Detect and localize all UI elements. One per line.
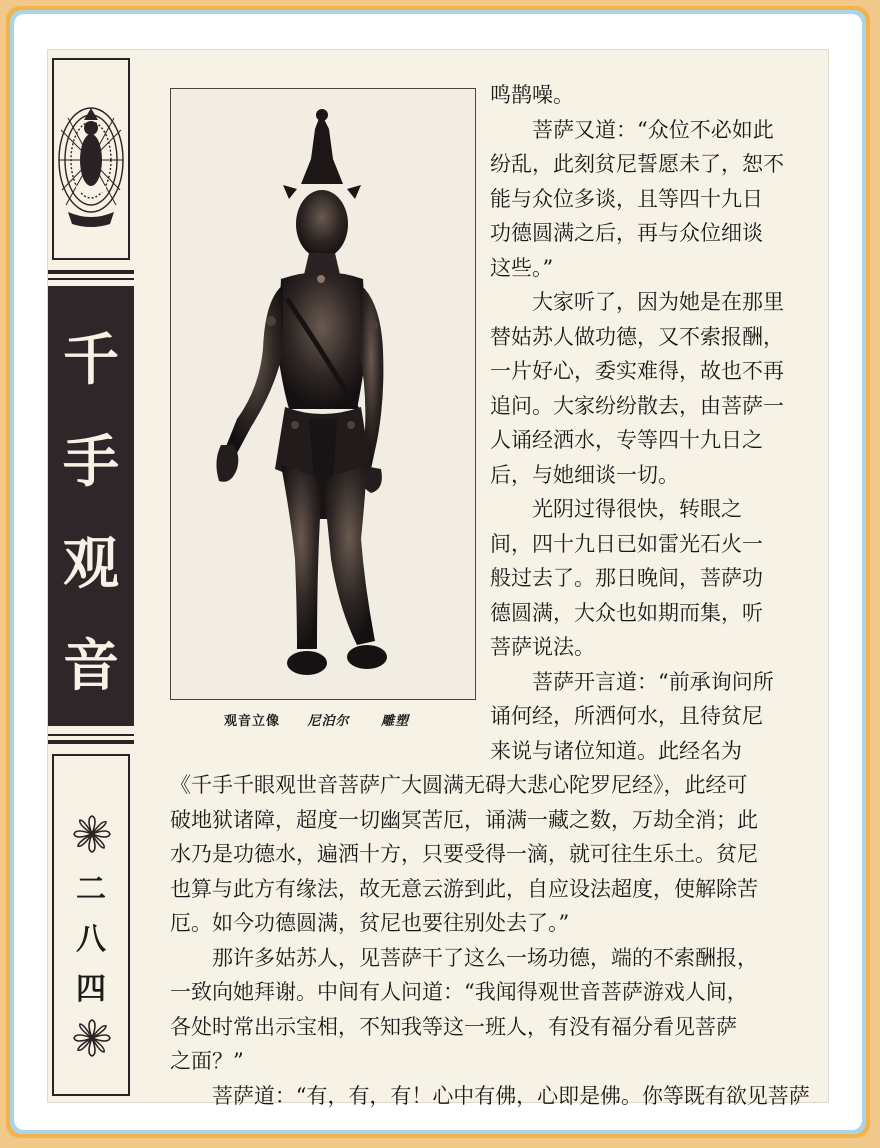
body-line: 菩萨道：“有，有，有！心中有佛，心即是佛。你等既有欲见菩萨 [170,1083,810,1108]
body-line: 光阴过得很快，转眼之 [490,497,742,521]
statue-photo [170,88,476,700]
body-line: 菩萨又道：“众位不必如此 [490,117,774,142]
body-line: 后，与她细谈一切。 [490,462,679,487]
book-page [48,50,828,1108]
body-line: 一致向她拜谢。中间有人问道：“我闻得观世音菩萨游戏人间， [170,980,748,1004]
body-line: 菩萨说法。 [490,635,595,659]
book-title-vertical [48,286,134,726]
body-line: 德圆满，大众也如期而集，听 [490,600,763,625]
page-number-char: 八 [76,922,106,957]
body-line: 《千手千眼观世音菩萨广大圆满无碍大悲心陀罗尼经》，此经可 [170,773,748,797]
sidebar-rule [48,740,134,744]
figure-caption [168,710,480,729]
body-line: 间，四十九日已如雷光石火一 [490,531,763,556]
caption-type: 雕塑 [381,714,410,729]
caption-title: 观音立像 [224,714,281,729]
body-line: 破地狱诸障，超度一切幽冥苦厄，诵满一藏之数，万劫全消；此 [170,807,758,832]
body-line: 人诵经洒水，专等四十九日之 [490,428,763,452]
body-line: 菩萨开言道：“前承询问所 [490,669,774,694]
body-line: 水乃是功德水，遍洒十方，只要受得一滴，就可往生乐土。贫尼 [170,842,758,866]
sidebar-rule [48,734,134,736]
body-line: 鸣鹊噪。 [490,83,574,107]
thousand-armed-guanyin-emblem [54,60,128,258]
title-char: 观 [63,531,119,597]
body-line: 来说与诸位知道。此经名为 [490,738,742,763]
body-line: 追问。大家纷纷散去，由菩萨一 [490,393,784,418]
body-line: 替姑苏人做功德，又不索报酬， [490,324,784,349]
guanyin-statue-image [171,89,474,698]
title-char: 音 [63,633,119,699]
body-line: 之面？” [170,1049,244,1073]
flower-ornament-icon [72,814,112,854]
page-number-panel [52,754,130,1096]
caption-origin: 尼泊尔 [307,714,350,729]
emblem-panel [52,58,130,260]
body-line: 纷乱，此刻贫尼誓愿未了，恕不 [490,152,784,176]
title-char: 手 [63,429,119,495]
body-line: 诵何经，所洒何水，且待贫尼 [490,704,763,728]
page-number-char: 二 [76,872,106,907]
body-line: 厄。如今功德圆满，贫尼也要往别处去了。” [170,911,570,935]
title-char: 千 [63,327,119,393]
body-line: 一片好心，委实难得，故也不再 [490,359,784,383]
body-line: 般过去了。那日晚间，菩萨功 [490,566,763,590]
body-line: 功德圆满之后，再与众位细谈 [490,221,763,245]
sidebar-rule [48,270,134,274]
body-line: 也算与此方有缘法，故无意云游到此，自应设法超度，使解除苦 [170,876,758,901]
page-number-char: 四 [76,972,106,1007]
body-line: 能与众位多谈，且等四十九日 [490,186,763,211]
body-line: 那许多姑苏人，见菩萨干了这么一场功德，端的不索酬报， [170,945,758,970]
body-line: 这些。” [490,255,554,280]
body-line: 大家听了，因为她是在那里 [490,290,784,314]
sidebar-rule [48,278,134,280]
body-line: 各处时常出示宝相，不知我等这一班人，有没有福分看见菩萨 [170,1014,737,1039]
flower-ornament-icon [72,1018,112,1058]
page-sidebar [48,50,134,1102]
